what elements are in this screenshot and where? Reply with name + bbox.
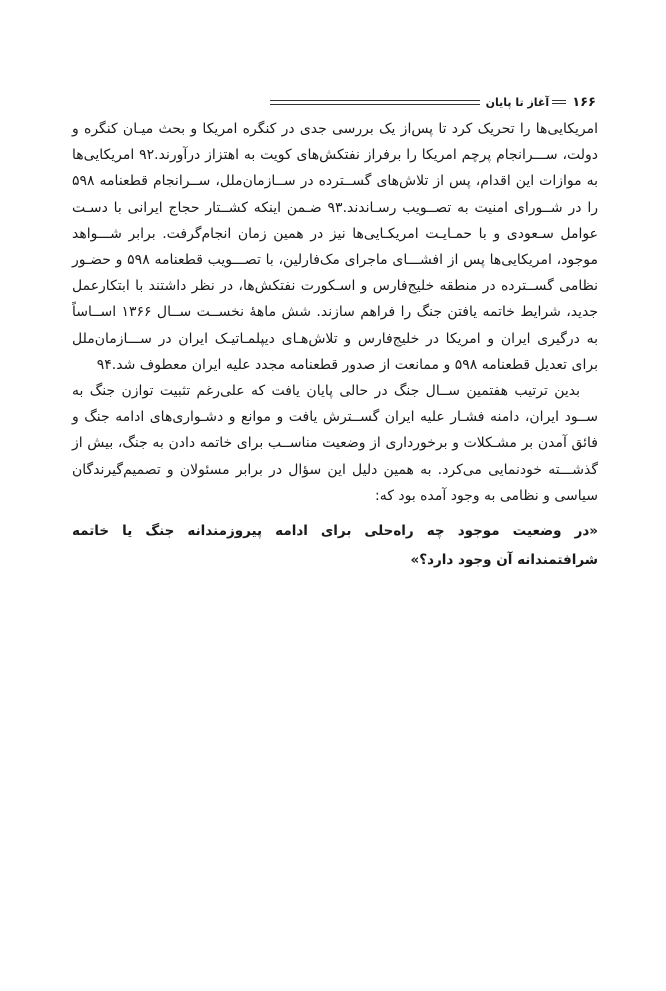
paragraph: امریکایی‌ها را تحریک کرد تا پس‌از یک بررسی جدی در کنگره امریکا و بحث میـان کنگره و دولت، ســـرانجام پرچم امریکا را برفراز نفتکش‌های کویت به اهتزاز درآورند.۹۲ امریکایی‌ها به موازات این اقدام، پس از تلاش‌های گســترده در ســازمان‌ملل، ســرانجام قطعنامه ۵۹۸ را در شــورای امنیت به تصــویب رسـاندند.۹۳ ضـمن اینکه کشــتار حجاج ایرانی با دسـت عوامل سـعودی و با حمـایـت امریکـایی‌ها نیز در همین زمان انجام‌گرفت. برابر شـــواهد موجود، امریکایی‌ها پس از افشـــای ماجرای مک‌فارلین، با تصـــویب قطعنامه ۵۹۸ و حضـور نظامی گســترده در منطقه خلیج‌فارس و اسـکورت نفتکش‌ها، در نظر داشتند با ابتکارعمل جدید، شرایط خاتمه یافتن جنگ را فراهم سازند. شش ماههٔ نخســت ســال ۱۳۶۶ اســاساً به درگیری ایران و امریکا در خلیج‌فارس و تلاش‌هـای دیپلمـاتیـک ایران در ســـازمان‌ملل برای تعدیل قطعنامه ۵۹۸ و ممانعت از صدور قطعنامه مجدد علیه ایران معطوف شد.۹۴	[72, 121, 599, 373]
page-number: ۱۶۶	[572, 94, 596, 110]
running-head	[270, 92, 596, 112]
body-text	[72, 116, 598, 575]
paragraph: بدین ترتیب هفتمین ســال جنگ در حالی پایان یافت که علی‌رغم تثبیت توازن جنگ به ســود ایران، دامنه فشـار علیه ایران گســترش یافت و موانع و دشـواری‌های ادامه جنگ و فائق آمدن بر مشـکلات و برخورداری از وضعیت مناســب برای خاتمه دادن به جنگ، بیش از گذشـــته خودنمایی می‌کرد. به همین دلیل این سؤال در برابر مسئولان و تصمیم‌گیرندگان سیاسی و نظامی به وجود آمده بود که:	[72, 383, 598, 504]
header-rule	[270, 100, 480, 105]
book-title: آغاز تا پایان	[485, 95, 550, 109]
header-ornament	[552, 100, 566, 104]
block-quote: «در وضعیت موجود چه راه‌حلی برای ادامه پیروزمندانه جنگ یا خاتمه شرافتمندانه آن وجود دارد؟»	[72, 523, 598, 569]
